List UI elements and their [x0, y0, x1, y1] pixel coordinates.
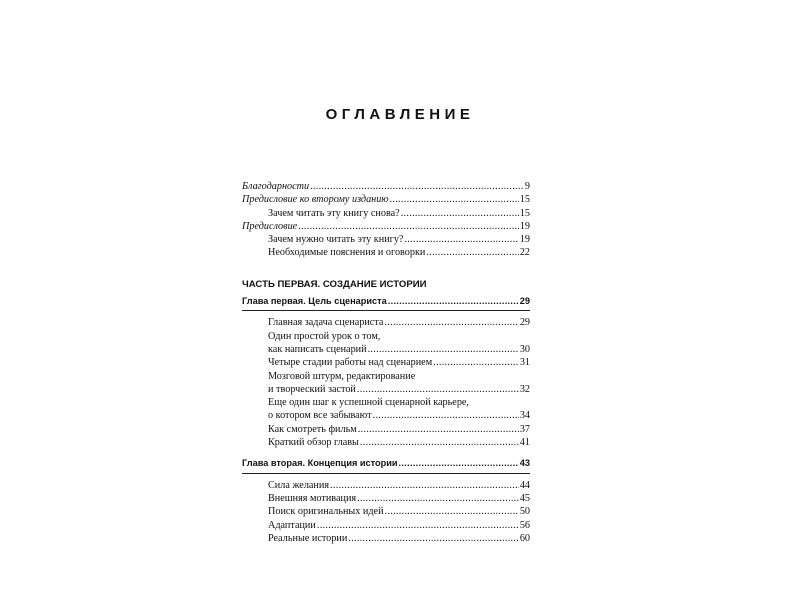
toc-entry-label: Зачем нужно читать эту книгу? — [268, 234, 404, 246]
dot-leader — [357, 383, 519, 396]
toc-page-number: 22 — [519, 247, 530, 259]
toc-chapter-2[interactable] — [242, 457, 530, 473]
toc-page-number: 37 — [519, 423, 530, 435]
dot-leader — [401, 207, 519, 220]
page-title: ОГЛАВЛЕНИЕ — [325, 106, 475, 123]
part-heading: ЧАСТЬ ПЕРВАЯ. СОЗДАНИЕ ИСТОРИИ — [242, 278, 427, 290]
toc-entry-label: Предисловие ко второму изданию — [242, 194, 389, 206]
toc-page-number: 32 — [519, 383, 530, 395]
table-of-contents — [242, 180, 530, 545]
dot-leader — [368, 343, 519, 356]
toc-page-number: 50 — [519, 506, 530, 518]
toc-entry[interactable] — [242, 383, 530, 396]
toc-page-number: 43 — [519, 458, 530, 469]
toc-entry-first-line: Один простой урок о том, — [268, 330, 381, 342]
dot-leader — [358, 423, 519, 436]
toc-entry-label: Предисловие — [242, 220, 298, 232]
toc-entry[interactable] — [242, 519, 530, 532]
toc-page-number: 15 — [519, 194, 530, 206]
toc-page-number: 29 — [519, 317, 530, 329]
toc-entry[interactable] — [242, 505, 530, 518]
dot-leader — [404, 233, 518, 246]
toc-entry-label: о котором все забывают — [268, 410, 372, 422]
dot-leader — [360, 436, 519, 449]
toc-entry[interactable] — [242, 356, 530, 369]
toc-entry-label: Реальные истории — [268, 532, 348, 544]
toc-entry-label: как написать сценарий — [268, 343, 367, 355]
toc-entry[interactable] — [242, 492, 530, 505]
toc-entry[interactable] — [242, 532, 530, 545]
toc-page-number: 19 — [519, 234, 530, 246]
dot-leader — [330, 479, 519, 492]
dot-leader — [384, 316, 518, 329]
toc-entry-label: Краткий обзор главы — [268, 437, 359, 449]
dot-leader — [390, 193, 519, 206]
dot-leader — [348, 532, 519, 545]
toc-entry-label: Поиск оригинальных идей — [268, 506, 384, 518]
toc-entry-notes[interactable] — [242, 246, 530, 259]
toc-page-number: 41 — [519, 437, 530, 449]
toc-entry[interactable] — [242, 316, 530, 329]
toc-entry-first-line: Еще один шаг к успешной сценарной карьере, — [268, 397, 469, 409]
dot-leader — [310, 180, 524, 193]
toc-page-number: 15 — [519, 207, 530, 219]
dot-leader — [388, 295, 519, 308]
toc-entry[interactable] — [242, 409, 530, 422]
toc-entry-preface-second-edition[interactable] — [242, 193, 530, 206]
toc-entry-why-read[interactable] — [242, 233, 530, 246]
toc-entry-label: Необходимые пояснения и оговорки — [268, 247, 426, 259]
toc-entry-label: и творческий застой — [268, 383, 356, 395]
toc-chapter-1[interactable] — [242, 295, 530, 311]
toc-entry-preface[interactable] — [242, 220, 530, 233]
toc-page-number: 56 — [519, 519, 530, 531]
dot-leader — [298, 220, 519, 233]
toc-page-number: 34 — [519, 410, 530, 422]
dot-leader — [433, 356, 519, 369]
dot-leader — [399, 457, 519, 470]
dot-leader — [385, 505, 519, 518]
toc-entry-label: Сила желания — [268, 479, 330, 491]
toc-page-number: 9 — [524, 181, 530, 192]
dot-leader — [357, 492, 519, 505]
toc-entry-label: Четыре стадии работы над сценарием — [268, 357, 433, 369]
chapter-title: Глава вторая. Концепция истории — [242, 458, 398, 469]
dot-leader — [426, 246, 518, 259]
toc-entry-label: Адаптации — [268, 519, 316, 531]
toc-page-number: 30 — [519, 343, 530, 355]
toc-entry-label: Благодарности — [242, 181, 310, 192]
toc-page-number: 31 — [519, 357, 530, 369]
toc-page-number: 44 — [519, 479, 530, 491]
toc-entry-first-line: Мозговой штурм, редактирование — [268, 370, 416, 382]
chapter-title: Глава первая. Цель сценариста — [242, 296, 387, 307]
toc-entry-label: Главная задача сценариста — [268, 317, 384, 329]
toc-page-number: 29 — [519, 296, 530, 307]
toc-entry[interactable] — [242, 436, 530, 449]
toc-entry[interactable] — [242, 343, 530, 356]
toc-page-number: 60 — [519, 532, 530, 544]
toc-entry-label: Зачем читать эту книгу снова? — [268, 207, 400, 219]
toc-entry[interactable] — [242, 479, 530, 492]
toc-entry-why-read-again[interactable] — [242, 207, 530, 220]
toc-entry-label: Как смотреть фильм — [268, 423, 357, 435]
toc-entry-acknowledgments[interactable] — [242, 180, 530, 193]
dot-leader — [317, 519, 519, 532]
toc-page-number: 19 — [519, 220, 530, 232]
toc-entry-label: Внешняя мотивация — [268, 492, 357, 504]
toc-entry[interactable] — [242, 423, 530, 436]
dot-leader — [373, 409, 519, 422]
toc-page-number: 45 — [519, 492, 530, 504]
